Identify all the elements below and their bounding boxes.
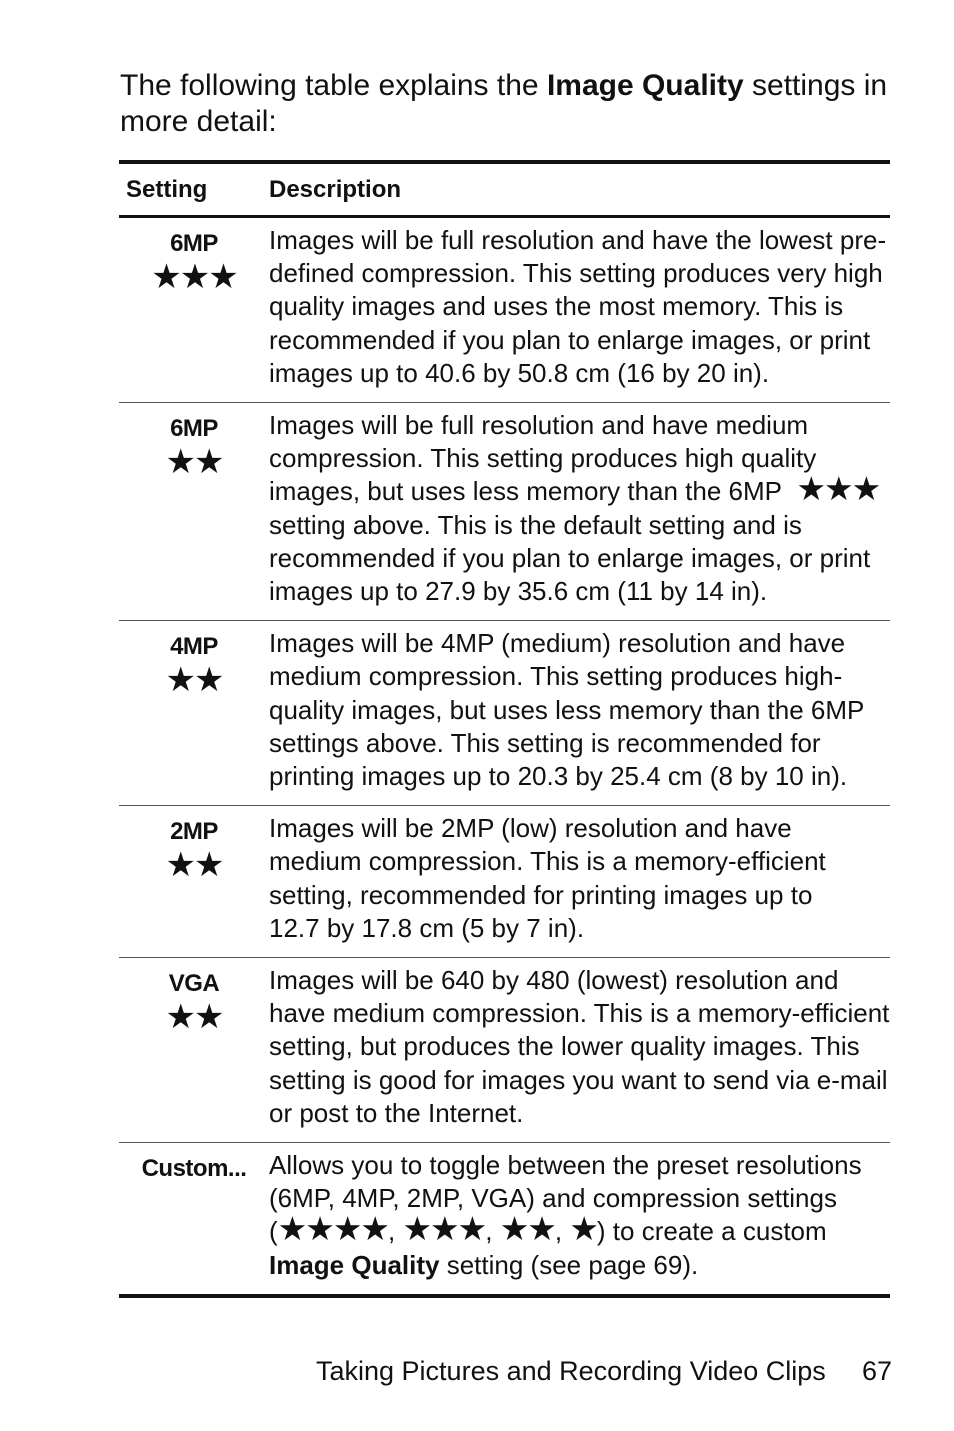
setting-name: 2MP (170, 818, 218, 846)
page-footer (0, 1356, 954, 1396)
description-cell (269, 403, 890, 620)
description-line: printing images up to 20.3 by 25.4 cm (8 by 10 in). (269, 761, 848, 792)
description-line: have medium compression. This is a memory-efficient (269, 998, 890, 1029)
description-text: ) to create a custom (596, 1216, 827, 1247)
header-description: Description (269, 175, 402, 203)
quality-stars-icon: ★★ (165, 443, 223, 482)
description-line: Images will be full resolution and have medium (269, 410, 809, 441)
table-row (119, 402, 890, 620)
description-line: settings above. This setting is recommended for (269, 727, 821, 758)
description-line: Images will be 640 by 480 (lowest) resolution and (269, 965, 839, 996)
setting-cell (119, 1143, 269, 1294)
bold-term: Image Quality (269, 1249, 440, 1280)
open-paren: ( (269, 1216, 278, 1247)
three-stars-icon: ★★★ (402, 1210, 486, 1248)
description-line: (6MP, 4MP, 2MP, VGA) and compression settings (269, 1183, 837, 1214)
one-star-icon: ★ (569, 1210, 597, 1248)
description-text: setting (see page 69). (439, 1249, 699, 1280)
setting-cell (119, 806, 269, 957)
description-line: quality images, but uses less memory than the 6MP (269, 694, 865, 725)
page-number: 67 (862, 1356, 893, 1386)
setting-cell (119, 403, 269, 620)
setting-name: Custom... (141, 1155, 247, 1183)
intro-text-line2: more detail: (120, 105, 277, 138)
inline-stars-icon: ★★★ (796, 470, 880, 508)
description-line: Allows you to toggle between the preset resolutions (269, 1150, 862, 1181)
table-row (119, 805, 890, 957)
setting-name: 6MP (170, 230, 218, 257)
description-line: setting, recommended for printing images up to (269, 879, 813, 910)
description-line: 12.7 by 17.8 cm (5 by 7 in). (269, 912, 585, 943)
setting-cell (119, 958, 269, 1142)
description-line (269, 1249, 890, 1282)
quality-stars-icon: ★★ (165, 998, 223, 1037)
two-stars-icon: ★★ (499, 1210, 555, 1248)
description-cell (269, 218, 890, 402)
description-line (269, 1210, 890, 1248)
table-header (119, 164, 890, 218)
description-line: recommended if you plan to enlarge images, or print (269, 324, 871, 355)
separator: , (554, 1216, 570, 1247)
intro-bold-term: Image Quality (546, 69, 744, 102)
table-row (119, 957, 890, 1142)
description-line: setting, but produces the lower quality images. This (269, 1031, 860, 1062)
description-line: or post to the Internet. (269, 1097, 524, 1128)
setting-name: 6MP (170, 415, 218, 443)
description-line: quality images and uses the most memory. This is (269, 291, 844, 322)
description-cell (269, 806, 890, 957)
setting-cell (119, 218, 269, 402)
description-cell (269, 1143, 890, 1294)
description-line: Images will be full resolution and have the lowest pre- (269, 225, 887, 255)
description-line: setting is good for images you want to send via e-mail (269, 1064, 888, 1095)
setting-name: 4MP (170, 633, 218, 661)
setting-cell (119, 621, 269, 805)
separator: , (388, 1216, 403, 1247)
description-line: Images will be 4MP (medium) resolution and have (269, 628, 846, 659)
table-row (119, 218, 890, 402)
description-line: images up to 27.9 by 35.6 cm (11 by 14 in). (269, 576, 768, 607)
description-line: Images will be 2MP (low) resolution and have (269, 813, 792, 844)
intro-paragraph (120, 68, 890, 140)
description-line: recommended if you plan to enlarge images, or print (269, 542, 871, 573)
table-row (119, 620, 890, 805)
four-stars-icon: ★★★★ (277, 1210, 389, 1248)
description-text: images, but uses less memory than the 6MP (269, 476, 783, 507)
intro-text-before: The following table explains the (120, 69, 547, 102)
image-quality-table (119, 160, 890, 1298)
setting-name: VGA (168, 970, 220, 998)
description-cell (269, 958, 890, 1142)
description-line (269, 470, 890, 508)
footer-chapter-title: Taking Pictures and Recording Video Clips (316, 1356, 826, 1386)
quality-stars-icon: ★★ (165, 661, 223, 700)
quality-stars-icon: ★★ (165, 846, 223, 885)
header-setting: Setting (126, 175, 208, 203)
description-line: medium compression. This is a memory-efficient (269, 846, 826, 877)
description-line: medium compression. This setting produces high- (269, 661, 843, 692)
description-line: images up to 40.6 by 50.8 cm (16 by 20 in). (269, 357, 770, 388)
separator: , (485, 1216, 500, 1247)
description-line: setting above. This is the default setting and is (269, 509, 802, 540)
table-row (119, 1142, 890, 1294)
quality-stars-icon: ★★★ (151, 258, 237, 296)
description-line: compression. This setting produces high quality (269, 443, 817, 474)
description-line: defined compression. This setting produces very high (269, 258, 883, 289)
description-cell (269, 621, 890, 805)
intro-text-after: settings in (743, 69, 888, 102)
